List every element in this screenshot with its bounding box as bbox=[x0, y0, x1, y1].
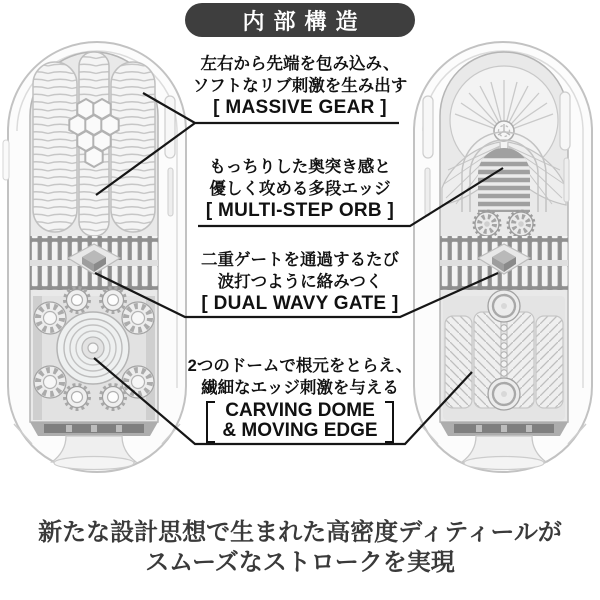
moving-edge-chamber bbox=[443, 290, 565, 420]
annotation-jp-line: ソフトなリブ刺激を生み出す bbox=[192, 76, 408, 95]
feature-name: [ MULTI-STEP ORB ] bbox=[205, 200, 395, 221]
annotation-multi-step-orb bbox=[186, 157, 414, 222]
feature-name: [ DUAL WAVY GATE ] bbox=[201, 293, 399, 314]
feature-name-line: & MOVING EDGE bbox=[222, 420, 378, 441]
left-device-illustration bbox=[3, 42, 186, 472]
annotation-jp-line: 繊細なエッジ刺激を与える bbox=[201, 378, 399, 397]
footer-line: 新たな設計思想で生まれた高密度ディティールが bbox=[38, 519, 562, 546]
left-bracket bbox=[206, 401, 215, 443]
feature-name: [ MASSIVE GEAR ] bbox=[213, 97, 387, 118]
tri-swirl-knob bbox=[494, 121, 514, 141]
annotation-jp-line: 2つのドームで根元をとらえ、 bbox=[187, 357, 413, 375]
annotation-jp-line: 左右から先端を包み込み、 bbox=[200, 55, 400, 73]
annotation-dual-wavy-gate bbox=[186, 250, 414, 315]
carving-dome-chamber bbox=[33, 288, 155, 421]
annotation-jp-line: もっちりした奥突き感と bbox=[209, 158, 391, 176]
annotation-jp-line: 波打つように絡みつく bbox=[217, 272, 383, 291]
feature-name-bracketed bbox=[186, 401, 414, 443]
right-device-illustration bbox=[414, 42, 592, 472]
annotation-jp-line: 二重ゲートを通過するたび bbox=[201, 251, 399, 269]
annotation-massive-gear bbox=[186, 54, 414, 119]
badge-label: 内部構造 bbox=[242, 8, 367, 34]
dual-wavy-gate-right bbox=[440, 236, 568, 290]
footer-line: スムーズなストロークを実現 bbox=[145, 549, 455, 576]
dual-wavy-gate-left bbox=[30, 236, 158, 290]
footer-caption bbox=[0, 518, 600, 578]
carving-dome bbox=[57, 312, 129, 384]
annotation-carving-dome bbox=[186, 356, 414, 443]
feature-name-line: CARVING DOME bbox=[225, 400, 375, 421]
annotation-jp-line: 優しく攻める多段エッジ bbox=[209, 179, 391, 198]
right-bracket bbox=[385, 401, 394, 443]
internal-structure-badge bbox=[185, 3, 415, 37]
